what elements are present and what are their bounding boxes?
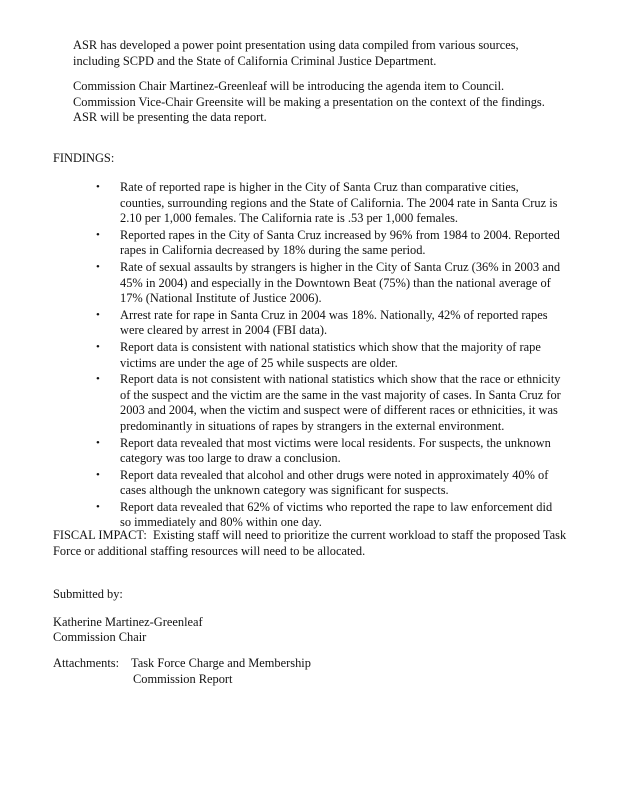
intro-paragraph-1: ASR has developed a power point presentation using data compiled from various sources, including SCPD and the State of California Criminal Justice Department.	[73, 38, 519, 68]
finding-item	[96, 260, 566, 307]
bullet-icon: •	[96, 181, 100, 193]
finding-text: Rate of sexual assaults by strangers is higher in the City of Santa Cruz (36% in 2003 and 45% in 2004) and especially in the Downtown Beat (75%) than the national average of 17% (National Institute of Justice 2006).	[120, 259, 561, 306]
finding-text: Report data is not consistent with national statistics which show that the race or ethnicity of the suspect and the victim are the same in the vast majority of cases. In Santa Cruz for 2003 and 2004, when the victim and suspect were of different races or ethnicities, it was predominantly in situations of rapes by strangers in the external environment.	[120, 372, 561, 433]
attachment-item: Task Force Charge and Membership	[131, 656, 311, 670]
finding-text: Rate of reported rape is higher in the City of Santa Cruz than comparative cities, counties, surrounding regions and the State of California. The 2004 rate in Santa Cruz is 2.10 per 1,000 females. The California rate is .53 per 1,000 females.	[120, 180, 558, 226]
attachments-label: Attachments:	[53, 656, 120, 670]
finding-item	[96, 180, 566, 227]
finding-text: Arrest rate for rape in Santa Cruz in 2004 was 18%. Nationally, 42% of reported rapes were cleared by arrest in 2004 (FBI data).	[120, 307, 548, 338]
finding-item	[96, 228, 566, 259]
bullet-icon: •	[96, 436, 100, 449]
finding-item	[96, 500, 566, 531]
finding-item	[96, 372, 566, 434]
finding-text: Report data revealed that most victims were local residents. For suspects, the unknown category was too large to draw a conclusion.	[120, 435, 551, 466]
submitted-by-label: Submitted by:	[53, 587, 123, 601]
attachments-block	[53, 656, 311, 687]
fiscal-impact-label: FISCAL IMPACT:	[53, 528, 147, 542]
fiscal-impact-text: Existing staff will need to prioritize the current workload to staff the proposed Task Force or additional staffing resources will need to be allocated.	[53, 528, 567, 558]
signer-title: Commission Chair	[53, 630, 147, 644]
attachments-list	[131, 656, 311, 687]
bullet-icon: •	[96, 308, 100, 321]
bullet-icon: •	[96, 260, 100, 273]
bullet-icon: •	[96, 500, 100, 513]
bullet-icon: •	[96, 373, 100, 386]
finding-item	[96, 308, 566, 339]
bullet-icon: •	[96, 340, 100, 353]
bullet-icon: •	[96, 468, 100, 481]
fiscal-impact-paragraph	[53, 528, 568, 559]
finding-text: Report data revealed that 62% of victims who reported the rape to law enforcement did so immediately and 80% within one day.	[120, 499, 553, 530]
signer-name: Katherine Martinez-Greenleaf	[53, 615, 203, 629]
finding-text: Report data revealed that alcohol and other drugs were noted in approximately 40% of cases although the unknown category was significant for suspects.	[120, 467, 549, 498]
finding-text: Reported rapes in the City of Santa Cruz increased by 96% from 1984 to 2004. Reported rapes in California decreased by 18% during the same period.	[120, 227, 560, 258]
attachment-item: Commission Report	[133, 671, 233, 686]
findings-list	[96, 180, 566, 532]
finding-item	[96, 340, 566, 371]
intro-paragraph-2: Commission Chair Martinez-Greenleaf will be introducing the agenda item to Council. Commission Vice-Chair Greensite will be making a presentation on the context of the findings. ASR will be presenting the data report.	[73, 79, 545, 125]
finding-text: Report data is consistent with national statistics which show that the majority of rape victims are under the age of 25 while suspects are older.	[120, 339, 541, 370]
finding-item	[96, 436, 566, 467]
findings-heading: FINDINGS:	[53, 151, 115, 165]
bullet-icon: •	[96, 228, 100, 241]
finding-item	[96, 468, 566, 499]
